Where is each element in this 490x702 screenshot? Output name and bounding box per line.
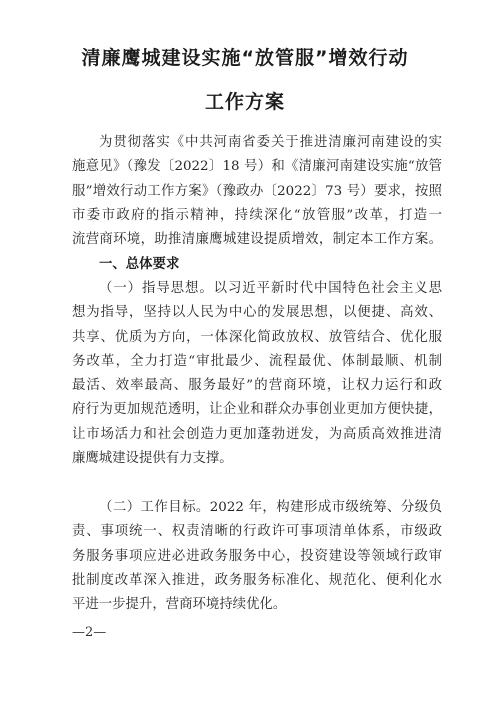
paragraph-line: 府行为更加规范透明，让企业和群众办事创业更加方便快捷， [72, 402, 442, 418]
paragraph-line: 平进一步提升，营商环境持续优化。 [72, 597, 287, 613]
paragraph-line: 想为指导，坚持以人民为中心的发展思想，以便捷、高效、 [72, 305, 442, 321]
paragraph-line: 让市场活力和社会创造力更加蓬勃迸发，为高质高效推进清 [72, 426, 442, 442]
work-goal-paragraph [72, 496, 442, 617]
paragraph-line: 最活、效率最高、服务最好”的营商环境，让权力运行和政 [72, 378, 442, 394]
paragraph-line: 流营商环境，助推清廉鹰城建设提质增效，制定本工作方案。 [72, 232, 442, 248]
paragraph-line: 市委市政府的指示精神，持续深化“放管服”改革，打造一 [72, 207, 442, 223]
section-heading: 一、总体要求 [99, 257, 180, 272]
paragraph-line: 廉鹰城建设提供有力支撑。 [72, 451, 233, 467]
paragraph-line: （一）指导思想。以习近平新时代中国特色社会主义思 [99, 281, 442, 296]
paragraph-line: 施意见》（豫发〔2022〕18 号）和《清廉河南建设实施“放管 [72, 159, 442, 175]
paragraph-line: 批制度改革深入推进，政务服务标准化、规范化、便利化水 [72, 572, 442, 588]
paragraph-line: 共享、优质为方向，一体深化简政放权、放管结合、优化服 [72, 329, 442, 345]
paragraph-line: 为贯彻落实《中共河南省委关于推进清廉河南建设的实 [99, 135, 442, 150]
paragraph-line: 务改革，全力打造“审批最少、流程最优、体制最顺、机制 [72, 353, 442, 369]
paragraph-line: 服”增效行动工作方案》（豫政办〔2022〕73 号）要求，按照 [72, 183, 442, 199]
paragraph-line: 责、事项统一、权责清晰的行政许可事项清单体系，市级政 [72, 524, 442, 540]
section-heading-container [72, 253, 442, 277]
paragraph-line: （二）工作目标。2022 年，构建形成市级统筹、分级负 [99, 500, 442, 515]
document-title-line-1: 清廉鹰城建设实施“放管服”增效行动 [81, 47, 409, 69]
document-title-line-2: 工作方案 [204, 91, 285, 113]
page-number: —2— [72, 625, 107, 640]
intro-paragraph [72, 131, 442, 252]
guiding-thought-paragraph [72, 277, 442, 471]
paragraph-line: 务服务事项应进必进政务服务中心，投资建设等领域行政审 [72, 548, 442, 564]
